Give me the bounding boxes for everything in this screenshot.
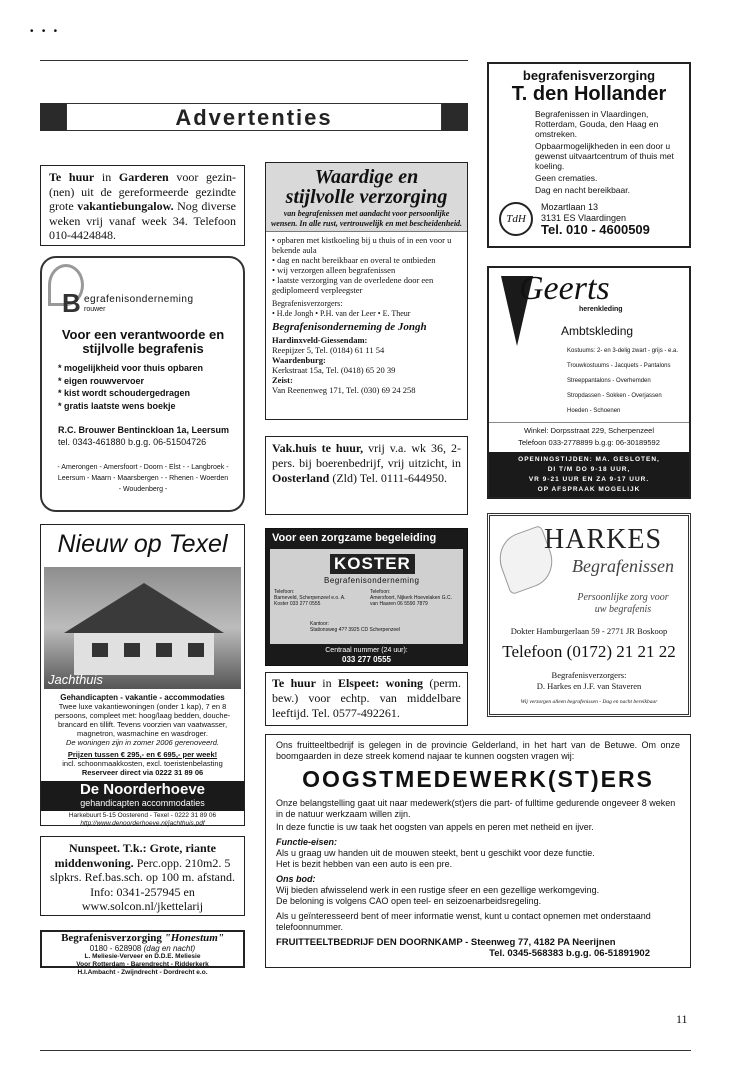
geerts-sub: herenkleding	[579, 306, 623, 313]
brouwer-places: - Amerongen - Amersfoort - Doorn - Elst - - Langbroek - Leersum - Maarn - Maarsbergen - - Rhenen - Woerden - Woudenberg -	[57, 464, 229, 493]
hollander-logo: TdH	[499, 202, 533, 236]
hollander-address: Mozartlaan 13	[541, 202, 599, 212]
brouwer-bullet: * kist wordt schoudergedragen	[58, 388, 191, 398]
brouwer-contact: tel. 0343-461880 b.g.g. 06-51504726	[58, 437, 207, 447]
jongh-bullet: • opbaren met kistkoeling bij u thuis of in een voor u bekende aula	[272, 235, 461, 255]
geerts-item: Streeppantalons - Overhemden	[567, 378, 651, 384]
texel-description: Twee luxe vakantiewoningen (onder 1 kap), 7 en 8 persoons, compleet met: hoog/laag bedden, douche-brancard en tillift. Tevens voorzien van vaatwasser, magnetron, wasmachine en wasdroger.	[54, 702, 231, 738]
texel-tagline: Gehandicapten - vakantie - accommodaties	[60, 693, 225, 702]
hollander-line: Dag en nacht bereikbaar.	[535, 185, 630, 195]
jongh-address: Kerkstraat 15a, Tel. (0418) 65 20 39	[272, 365, 396, 375]
harkes-motto: uw begrafenis	[594, 604, 652, 615]
koster-col-label: Telefoon:	[274, 589, 295, 595]
ad-geerts	[487, 266, 691, 499]
harkes-name: HARKES	[544, 524, 663, 555]
ad-nunspeet: Nunspeet. T.k.: Grote, riante middenwoning. Perc.opp. 210m2. 5 slpkrs. Ref.bas.sch. op 100 m. afstand. Info: 0341-257945 en www.solcon.nl/jkettelarij	[40, 836, 245, 916]
header-rule	[40, 60, 468, 61]
oogst-requirement: Als u graag uw handen uit de mouwen steekt, bent u geschikt voor deze functie.	[276, 848, 595, 858]
jongh-title: stijlvolle verzorging	[285, 186, 448, 208]
geerts-item: Trouwkostuums - Jacquets - Pantalons	[567, 363, 671, 369]
section-title: Advertenties	[175, 105, 333, 130]
texel-address: Harkebuurt 5-15 Oosterend - Texel - 0222 31 89 06	[68, 812, 217, 819]
oogst-phone: Tel. 0345-568383 b.g.g. 06-51891902	[489, 948, 650, 959]
koster-office-label: Kantoor:	[310, 621, 329, 627]
oogst-headline: OOGSTMEDEWERK(ST)ERS	[302, 766, 654, 792]
texel-photo-label: Jachthuis	[48, 672, 103, 687]
koster-logo-panel	[270, 549, 463, 644]
harkes-motto: Persoonlijke zorg voor	[577, 592, 669, 603]
harkes-footnote: Wij verzorgen alleen begrafenissen - Dag en nacht bereikbaar	[520, 699, 658, 705]
ad-honestum	[40, 930, 245, 976]
footer-rule	[40, 1050, 691, 1051]
koster-brand: KOSTER	[330, 554, 415, 574]
geerts-item: Stropdassen - Sokken - Overjassen	[567, 393, 662, 399]
texel-included: incl. schoonmaakkosten, excl. toeristenbelasting	[62, 759, 223, 768]
ad-texel	[40, 524, 245, 826]
honestum-phone: 0180 - 628908	[89, 944, 142, 953]
harkes-sub: Begrafenissen	[572, 556, 674, 576]
koster-brand-sub: Begrafenisonderneming	[324, 576, 420, 585]
oogst-offer: De beloning is volgens CAO open teel- en seizoenarbeidsregeling.	[276, 896, 542, 906]
texel-prices: Prijzen tussen € 295,- en € 695,- per week!	[67, 750, 218, 759]
ad-garderen: Te huur in Garderen voor gezin-(nen) uit de gereformeerde gezindte grote vakantiebungalow. Nog diverse weken vrij vanaf week 34. Telefoon 010-4424848.	[40, 165, 245, 246]
geerts-hours: OPENINGSTIJDEN: MA. GESLOTEN,	[518, 456, 660, 463]
ad-brouwer: B egrafenisonderneming rouwer Voor een verantwoorde en stijlvolle begrafenis * mogelijkheid voor thuis opbaren * eigen rouwvervoer * kist wordt schoudergedragen * gratis laatste wens boekje R.C. Brouwer Bentinckloan 1a, Leersum tel. 0343-461880 b.g.g. 06-51504726 - Amerongen - Amersfoort - Doorn - Elst - - Langbroek - Leersum - Maarn - Maarsbergen - - Rhenen - Woerden - Woudenberg -	[40, 256, 245, 512]
geerts-item: Kostuums: 2- en 3-delig zwart - grijs - e.a.	[567, 348, 679, 354]
brouwer-bullet: * eigen rouwvervoer	[58, 375, 145, 386]
honestum-title: "Honestum"	[164, 932, 224, 944]
oogst-heading: Functie-eisen:	[276, 837, 338, 847]
geerts-hours: VR 9-21 UUR EN ZA 9-17 UUR.	[528, 476, 650, 483]
brouwer-contact: R.C. Brouwer Bentinckloan 1a, Leersum	[58, 425, 230, 435]
texel-url: http://www.denoorderhoeve.nl/jachthuis.pdf	[80, 819, 205, 827]
jongh-caretakers: • H.de Jongh • P.H. van der Leer • E. Theur	[272, 309, 411, 318]
harkes-phone: Telefoon (0172) 21 21 22	[502, 642, 676, 661]
texel-reserve: Reserveer direct via 0222 31 89 06	[81, 768, 204, 777]
geerts-heading: Ambtskleding	[561, 324, 634, 338]
oogst-heading: Ons bod:	[276, 874, 316, 884]
oogst-intro: Ons fruitteeltbedrijf is gelegen in de provincie Gelderland, in het hart van de Betuwe. Om onze boomgaarden in deze streek komend najaar te kunnen oogsten vragen wij:	[276, 740, 680, 761]
jongh-address: Van Reenenweg 171, Tel. (030) 69 24 258	[272, 385, 416, 395]
oogst-requirement: Het is bezit hebben van een auto is een pre.	[276, 859, 453, 869]
koster-central-phone: 033 277 0555	[342, 655, 391, 664]
jongh-bullet: • wij verzorgen alleen begrafenissen	[272, 265, 461, 275]
page-number: 11	[676, 1012, 688, 1026]
harkes-care-label: Begrafenisverzorgers:	[551, 670, 627, 680]
koster-central-label: Centraal nummer (24 uur):	[325, 647, 408, 654]
ad-oogstmedewerkers	[265, 734, 691, 968]
jongh-location: Waardenburg:	[272, 355, 326, 365]
koster-col: Amersfoort, Nijkerk Hoevelaken G.C. van Haaren 06 5590 7879	[370, 595, 452, 607]
hollander-address: 3131 ES Vlaardingen	[541, 213, 627, 223]
texel-brand-sub: gehandicapten accommodaties	[80, 798, 205, 808]
ad-de-jongh	[265, 162, 468, 420]
ad-harkes	[487, 513, 691, 717]
brouwer-slogan: Voor een verantwoorde en stijlvolle begrafenis	[61, 327, 225, 356]
ad-elspeet: Te huur in Elspeet: woning (perm. bew.) voor echtp. van middelbare leeftijd. Tel. 0577-492261.	[265, 672, 468, 726]
jongh-bullet: • laatste verzorging van de overledene door een gediplomeerd verpleegster	[272, 275, 461, 295]
geerts-hours: DI T/M DO 9-18 UUR,	[547, 466, 631, 473]
hollander-line: Begrafenissen in Vlaardingen, Rotterdam, Gouda, den Haag en omstreken.	[535, 109, 659, 139]
oogst-offer: Wij bieden afwisselend werk in een rustige sfeer en een gezellige werkomgeving.	[276, 885, 600, 895]
honestum-phone-note: (dag en nacht)	[143, 944, 196, 953]
section-title-bar	[40, 103, 468, 131]
harkes-care: D. Harkes en J.F. van Staveren	[536, 681, 642, 691]
ad-den-hollander	[487, 62, 691, 248]
geerts-item: Hoeden - Schoenen	[567, 408, 621, 414]
honestum-names: L. Meliesie-Verveer en D.D.E. Meliesie	[84, 953, 201, 960]
hollander-line: Geen crematies.	[535, 173, 598, 183]
texel-title: Nieuw op Texel	[57, 530, 228, 558]
jongh-caretakers-label: Begrafenisverzorgers:	[272, 299, 343, 308]
brouwer-bullet: * mogelijkheid voor thuis opbaren	[58, 363, 204, 373]
brouwer-bullet: * gratis laatste wens boekje	[58, 400, 176, 411]
hollander-phone: Tel. 010 - 4600509	[541, 222, 650, 237]
brouwer-name: egrafenisonderneming	[84, 294, 194, 305]
ad-vakhuis: Vak.huis te huur, vrij v.a. wk 36, 2-pers. bij boerenbedrijf, vrij uitzicht, in Oosterland (Zld) Tel. 0111-644950.	[265, 436, 468, 515]
oogst-company: FRUITTEELTBEDRIJF DEN DOORNKAMP	[276, 937, 463, 948]
texel-brand: De Noorderhoeve	[79, 781, 206, 798]
jongh-title: Waardige en	[314, 166, 419, 188]
header-marks: • • •	[30, 26, 58, 37]
jongh-location: Zeist:	[272, 375, 293, 385]
oogst-paragraph: Onze belangstelling gaat uit naar medewerk(st)ers die part- of fulltime gedurende ongeveer 8 weken in de natuur werkzaam willen zijn.	[276, 798, 676, 819]
geerts-name: Geerts	[519, 270, 610, 307]
honestum-line: H.I.Ambacht - Zwijndrecht - Dordrecht e.o.	[77, 969, 208, 976]
hollander-line: Opbaarmogelijkheden in een door u gewenst uitvaartcentrum of thuis met koeling.	[535, 141, 674, 171]
oogst-address: - Steenweg 77, 4182 PA Neerijnen	[462, 937, 616, 948]
honestum-line: Voor Rotterdam - Barendrecht - Ridderkerk	[76, 961, 209, 968]
koster-col: Barneveld, Scherpenzeel e.o. A. Koster 033 277 0555	[274, 595, 346, 607]
texel-photo	[44, 567, 241, 689]
hollander-name: T. den Hollander	[511, 83, 667, 105]
ad-koster	[265, 528, 468, 666]
jongh-location: Hardinxveld-Giessendam:	[272, 335, 368, 345]
koster-office: Stationsweg 4?? 3925 CD Scherpenzeel	[310, 627, 401, 633]
koster-header: Voor een zorgzame begeleiding	[272, 532, 437, 544]
oogst-contact: Als u geïnteresseerd bent of meer informatie wenst, kunt u contact opnemen met onderstaand telefoonnummer.	[276, 911, 651, 932]
jongh-company: Begrafenisonderneming de Jongh	[272, 321, 427, 333]
honestum-title: Begrafenisverzorging	[61, 932, 162, 944]
brouwer-name: rouwer	[84, 306, 106, 313]
oogst-paragraph: In deze functie is uw taak het oogsten van appels en peren met netheid en ijver.	[276, 822, 594, 832]
koster-col-label: Telefoon:	[370, 589, 391, 595]
hollander-kicker: begrafenisverzorging	[522, 68, 656, 83]
texel-renovated: De woningen zijn in zomer 2006 gerenoveerd.	[65, 738, 219, 747]
jongh-bullet: • dag en nacht bereikbaar en overal te ontbieden	[272, 255, 461, 265]
geerts-shop: Winkel: Dorpsstraat 229, Scherpenzeel	[523, 426, 655, 435]
jongh-subtitle: van begrafenissen met aandacht voor persoonlijke wensen. In alle rust, vertrouwelijk en met bescheidenheid.	[270, 209, 463, 228]
geerts-hours: OP AFSPRAAK MOGELIJK	[537, 486, 641, 493]
geerts-phone: Telefoon 033-2778899 b.g.g: 06-30189592	[518, 438, 660, 447]
jongh-address: Reepijzer 5, Tel. (0184) 61 11 54	[272, 345, 385, 355]
harkes-address: Dokter Hamburgerlaan 59 - 2771 JR Boskoop	[510, 626, 668, 636]
